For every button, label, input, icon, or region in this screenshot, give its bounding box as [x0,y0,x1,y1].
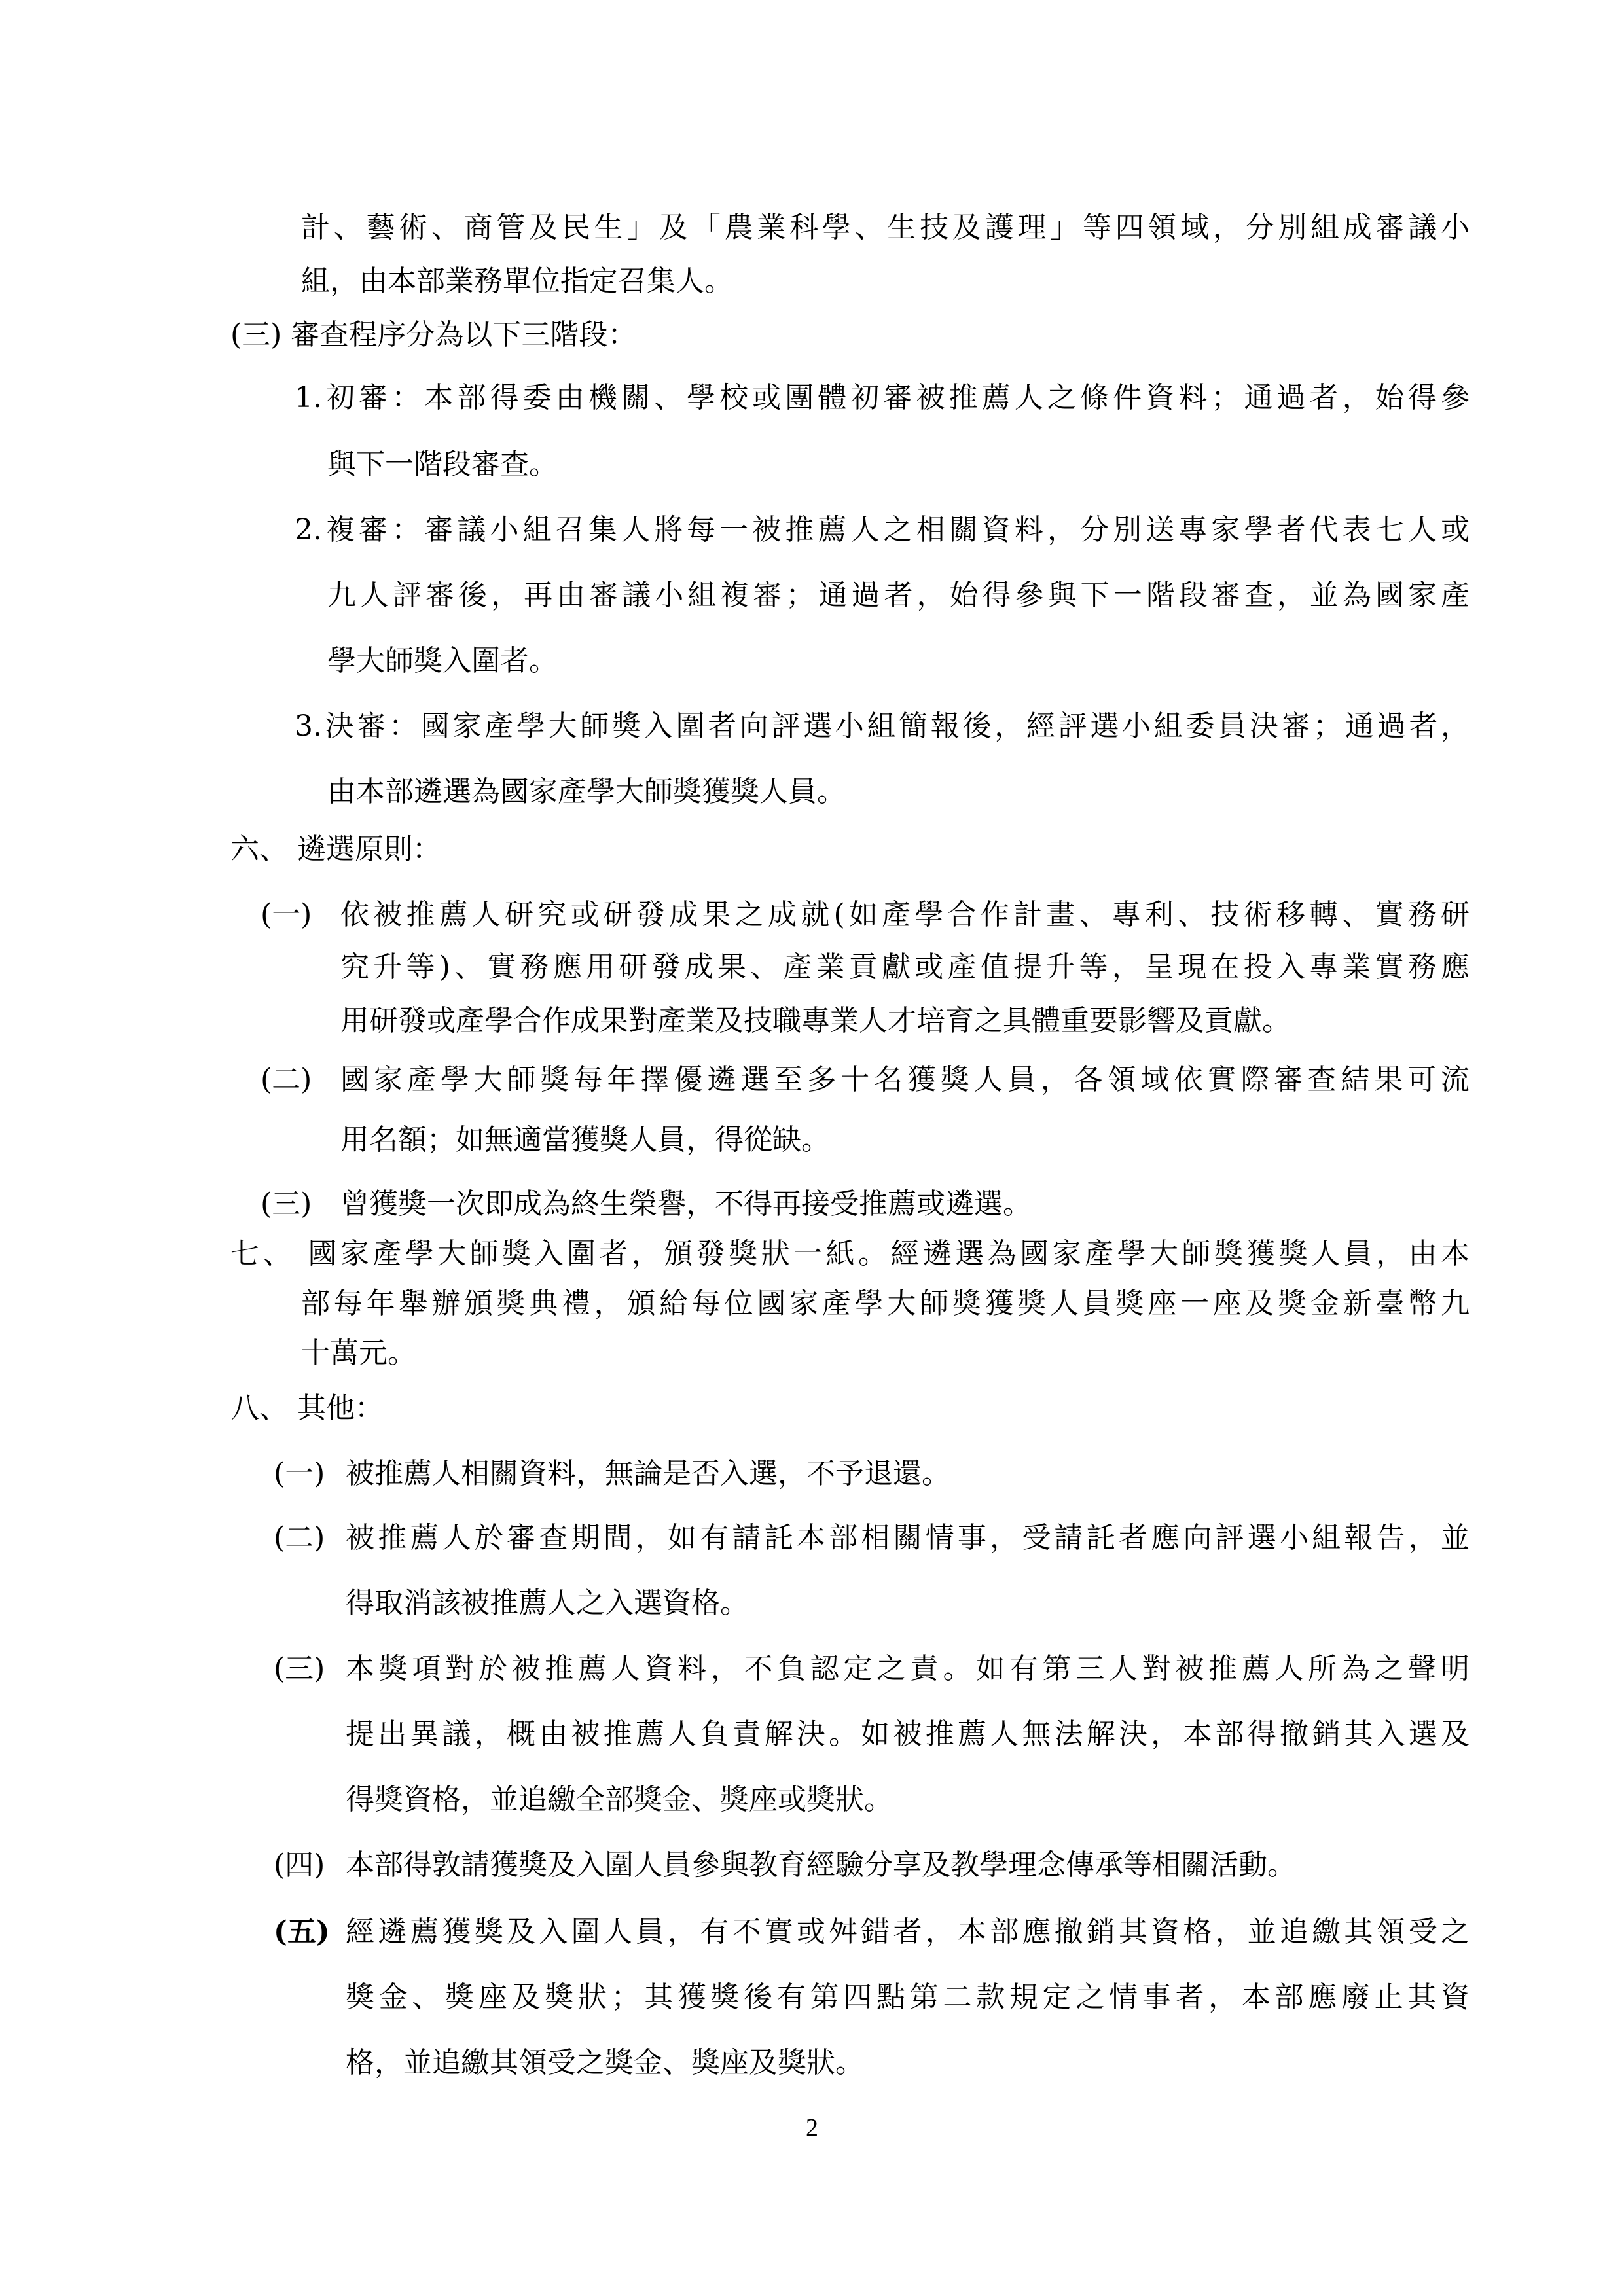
item-marker: (一) [274,1457,325,1490]
text-line: 七、 國家產學大師獎入圍者，頒發獎狀一紙。經遴選為國家產學大師獎獲獎人員，由本 [230,1237,1470,1270]
section-heading: 八、 其他： [230,1391,384,1425]
text-line: 究升等)、實務應用研發成果、產業貢獻或產值提升等，呈現在投入專業實務應 [340,950,1470,984]
text-line: 用名額；如無適當獲獎人員，得從缺。 [340,1123,830,1157]
text-line: 部每年舉辦頒獎典禮，頒給每位國家產學大師獎獲獎人員獎座一座及獎金新臺幣九 [301,1287,1470,1320]
section-heading: 六、 遴選原則： [230,833,441,866]
text-line: 用研發或產學合作成果對產業及技職專業人才培育之具體重要影響及貢獻。 [340,1004,1291,1037]
text-line: 由本部遴選為國家產學大師獎獲獎人員。 [327,775,846,808]
text-line: 提出異議，概由被推薦人負責解決。如被推薦人無法解決，本部得撤銷其入選及 [346,1717,1470,1751]
item-marker: (三) [274,1652,325,1685]
text-line: 計、藝術、商管及民生」及「農業科學、生技及護理」等四領域，分別組成審議小 [301,211,1470,244]
text-line: 組，由本部業務單位指定召集人。 [301,264,733,298]
text-line: 格，並追繳其領受之獎金、獎座及獎狀。 [346,2046,864,2079]
item-marker: (四) [274,1848,325,1882]
text-line: 2.複審：審議小組召集人將每一被推薦人之相關資料，分別送專家學者代表七人或 [295,513,1470,547]
text-line: 被推薦人相關資料，無論是否入選，不予退還。 [346,1457,950,1490]
item-marker: (一) [261,898,312,931]
text-line: 本獎項對於被推薦人資料，不負認定之責。如有第三人對被推薦人所為之聲明 [346,1652,1470,1685]
text-line: 1.初審：本部得委由機關、學校或團體初審被推薦人之條件資料；通過者，始得參 [295,381,1470,414]
text-line: 獎金、獎座及獎狀；其獲獎後有第四點第二款規定之情事者，本部應廢止其資 [346,1981,1470,2014]
text-line: 國家產學大師獎每年擇優遴選至多十名獲獎人員，各領域依實際審查結果可流 [340,1063,1470,1096]
item-marker: (二) [274,1521,325,1554]
text-line: 十萬元。 [301,1336,416,1370]
text-line: 經遴薦獲獎及入圍人員，有不實或舛錯者，本部應撤銷其資格，並追繳其領受之 [346,1915,1470,1948]
text-line: 九人評審後，再由審議小組複審；通過者，始得參與下一階段審查，並為國家產 [327,579,1470,612]
text-line: 得獎資格，並追繳全部獎金、獎座或獎狀。 [346,1783,893,1816]
text-line: 本部得敦請獲獎及入圍人員參與教育經驗分享及教學理念傳承等相關活動。 [346,1848,1296,1882]
text-line: 曾獲獎一次即成為終生榮譽，不得再接受推薦或遴選。 [340,1187,1032,1221]
text-line: 被推薦人於審查期間，如有請託本部相關情事，受請託者應向評選小組報告，並 [346,1521,1470,1554]
item-marker: (二) [261,1063,312,1096]
text-line: 學大師獎入圍者。 [327,644,558,677]
page-number: 2 [806,2114,818,2142]
item-marker: (三) [261,1187,312,1221]
text-line: (三) 審查程序分為以下三階段： [230,318,637,351]
item-marker: (五) [274,1915,330,1948]
text-line: 依被推薦人研究或研發成果之成就(如產學合作計畫、專利、技術移轉、實務研 [340,898,1470,931]
text-line: 3.決審：國家產學大師獎入圍者向評選小組簡報後，經評選小組委員決審；通過者， [295,709,1470,743]
text-line: 與下一階段審查。 [327,448,558,481]
text-line: 得取消該被推薦人之入選資格。 [346,1587,749,1620]
